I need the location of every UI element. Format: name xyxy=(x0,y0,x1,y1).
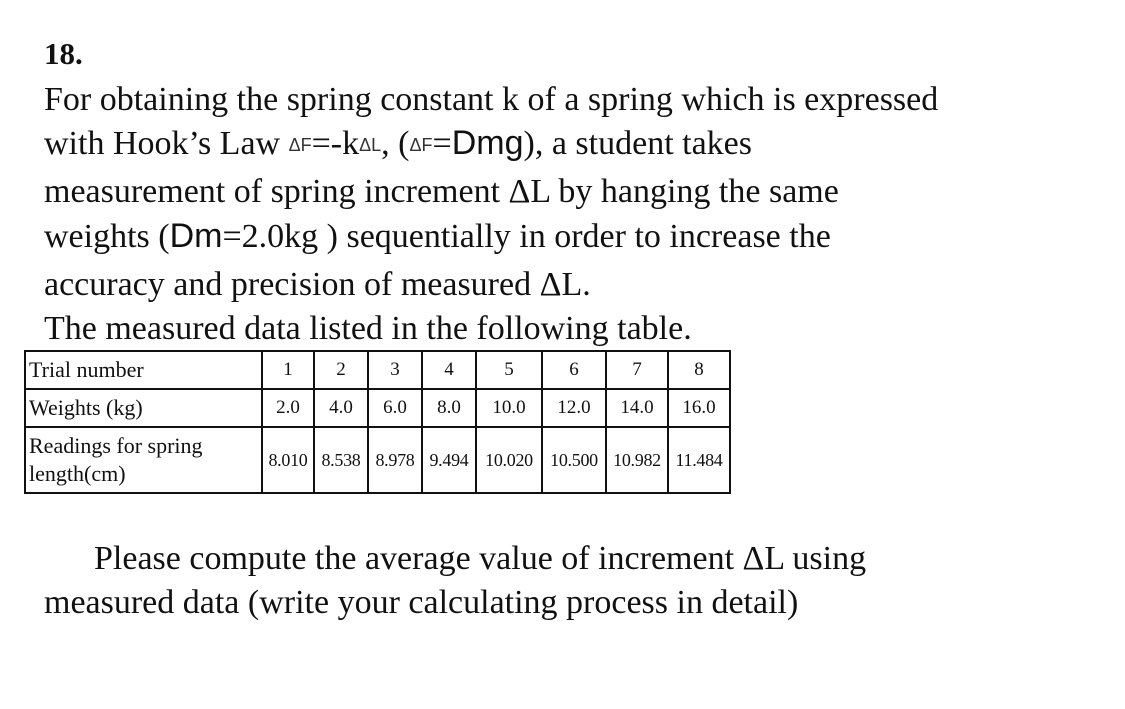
table-row-weights xyxy=(25,389,730,427)
table-cell: 6.0 xyxy=(368,389,422,427)
table-cell: 14.0 xyxy=(606,389,668,427)
text-segment: =2.0kg ) sequentially in order to increase the xyxy=(222,218,831,255)
delta-f-symbol: ΔF xyxy=(409,135,433,155)
table-cell: 8 xyxy=(668,351,730,389)
table-cell: 3 xyxy=(368,351,422,389)
table-cell: 4 xyxy=(422,351,476,389)
table-cell: 8.538 xyxy=(314,427,368,493)
table-cell: 16.0 xyxy=(668,389,730,427)
question-line-2 xyxy=(44,121,752,170)
question-line-5: accuracy and precision of measured ΔL. xyxy=(44,266,591,303)
table-cell: 10.020 xyxy=(476,427,542,493)
table-cell: 10.0 xyxy=(476,389,542,427)
table-cell: 8.0 xyxy=(422,389,476,427)
table-cell: 4.0 xyxy=(314,389,368,427)
table-cell: 5 xyxy=(476,351,542,389)
task-line-1: Please compute the average value of increment ΔL using xyxy=(94,540,867,577)
text-segment: ), a student takes xyxy=(523,125,753,162)
question-line-1: For obtaining the spring constant k of a spring which is expressed xyxy=(44,81,939,118)
row-header: Readings for spring length(cm) xyxy=(25,427,262,493)
question-line-4 xyxy=(44,214,831,259)
question-line-3: measurement of spring increment ΔL by hanging the same xyxy=(44,173,839,210)
text-segment: weights ( xyxy=(44,218,170,255)
row-header: Weights (kg) xyxy=(25,389,262,427)
delta-l-symbol: ΔL xyxy=(359,135,382,155)
table-row-trial xyxy=(25,351,730,389)
data-table xyxy=(24,350,731,494)
table-cell: 10.982 xyxy=(606,427,668,493)
table-cell: 6 xyxy=(542,351,606,389)
table-cell: 2 xyxy=(314,351,368,389)
table-cell: 8.010 xyxy=(262,427,314,493)
dm-text: Dm xyxy=(169,217,223,255)
table-cell: 1 xyxy=(262,351,314,389)
row-header: Trial number xyxy=(25,351,262,389)
table-cell: 12.0 xyxy=(542,389,606,427)
table-cell: 8.978 xyxy=(368,427,422,493)
text-segment: , ( xyxy=(381,125,410,162)
table-cell: 2.0 xyxy=(262,389,314,427)
dmg-text: Dmg xyxy=(451,124,524,162)
text-segment: =-k xyxy=(311,125,360,162)
table-cell: 11.484 xyxy=(668,427,730,493)
question-line-6: The measured data listed in the following table. xyxy=(44,310,692,347)
table-row-readings xyxy=(25,427,730,493)
text-segment: = xyxy=(432,125,452,162)
table-cell: 9.494 xyxy=(422,427,476,493)
text-segment: with Hook’s Law xyxy=(44,125,289,162)
table-cell: 7 xyxy=(606,351,668,389)
task-line-2: measured data (write your calculating process in detail) xyxy=(44,584,799,621)
question-number: 18. xyxy=(44,36,83,71)
delta-f-symbol: ΔF xyxy=(288,135,312,155)
table-cell: 10.500 xyxy=(542,427,606,493)
